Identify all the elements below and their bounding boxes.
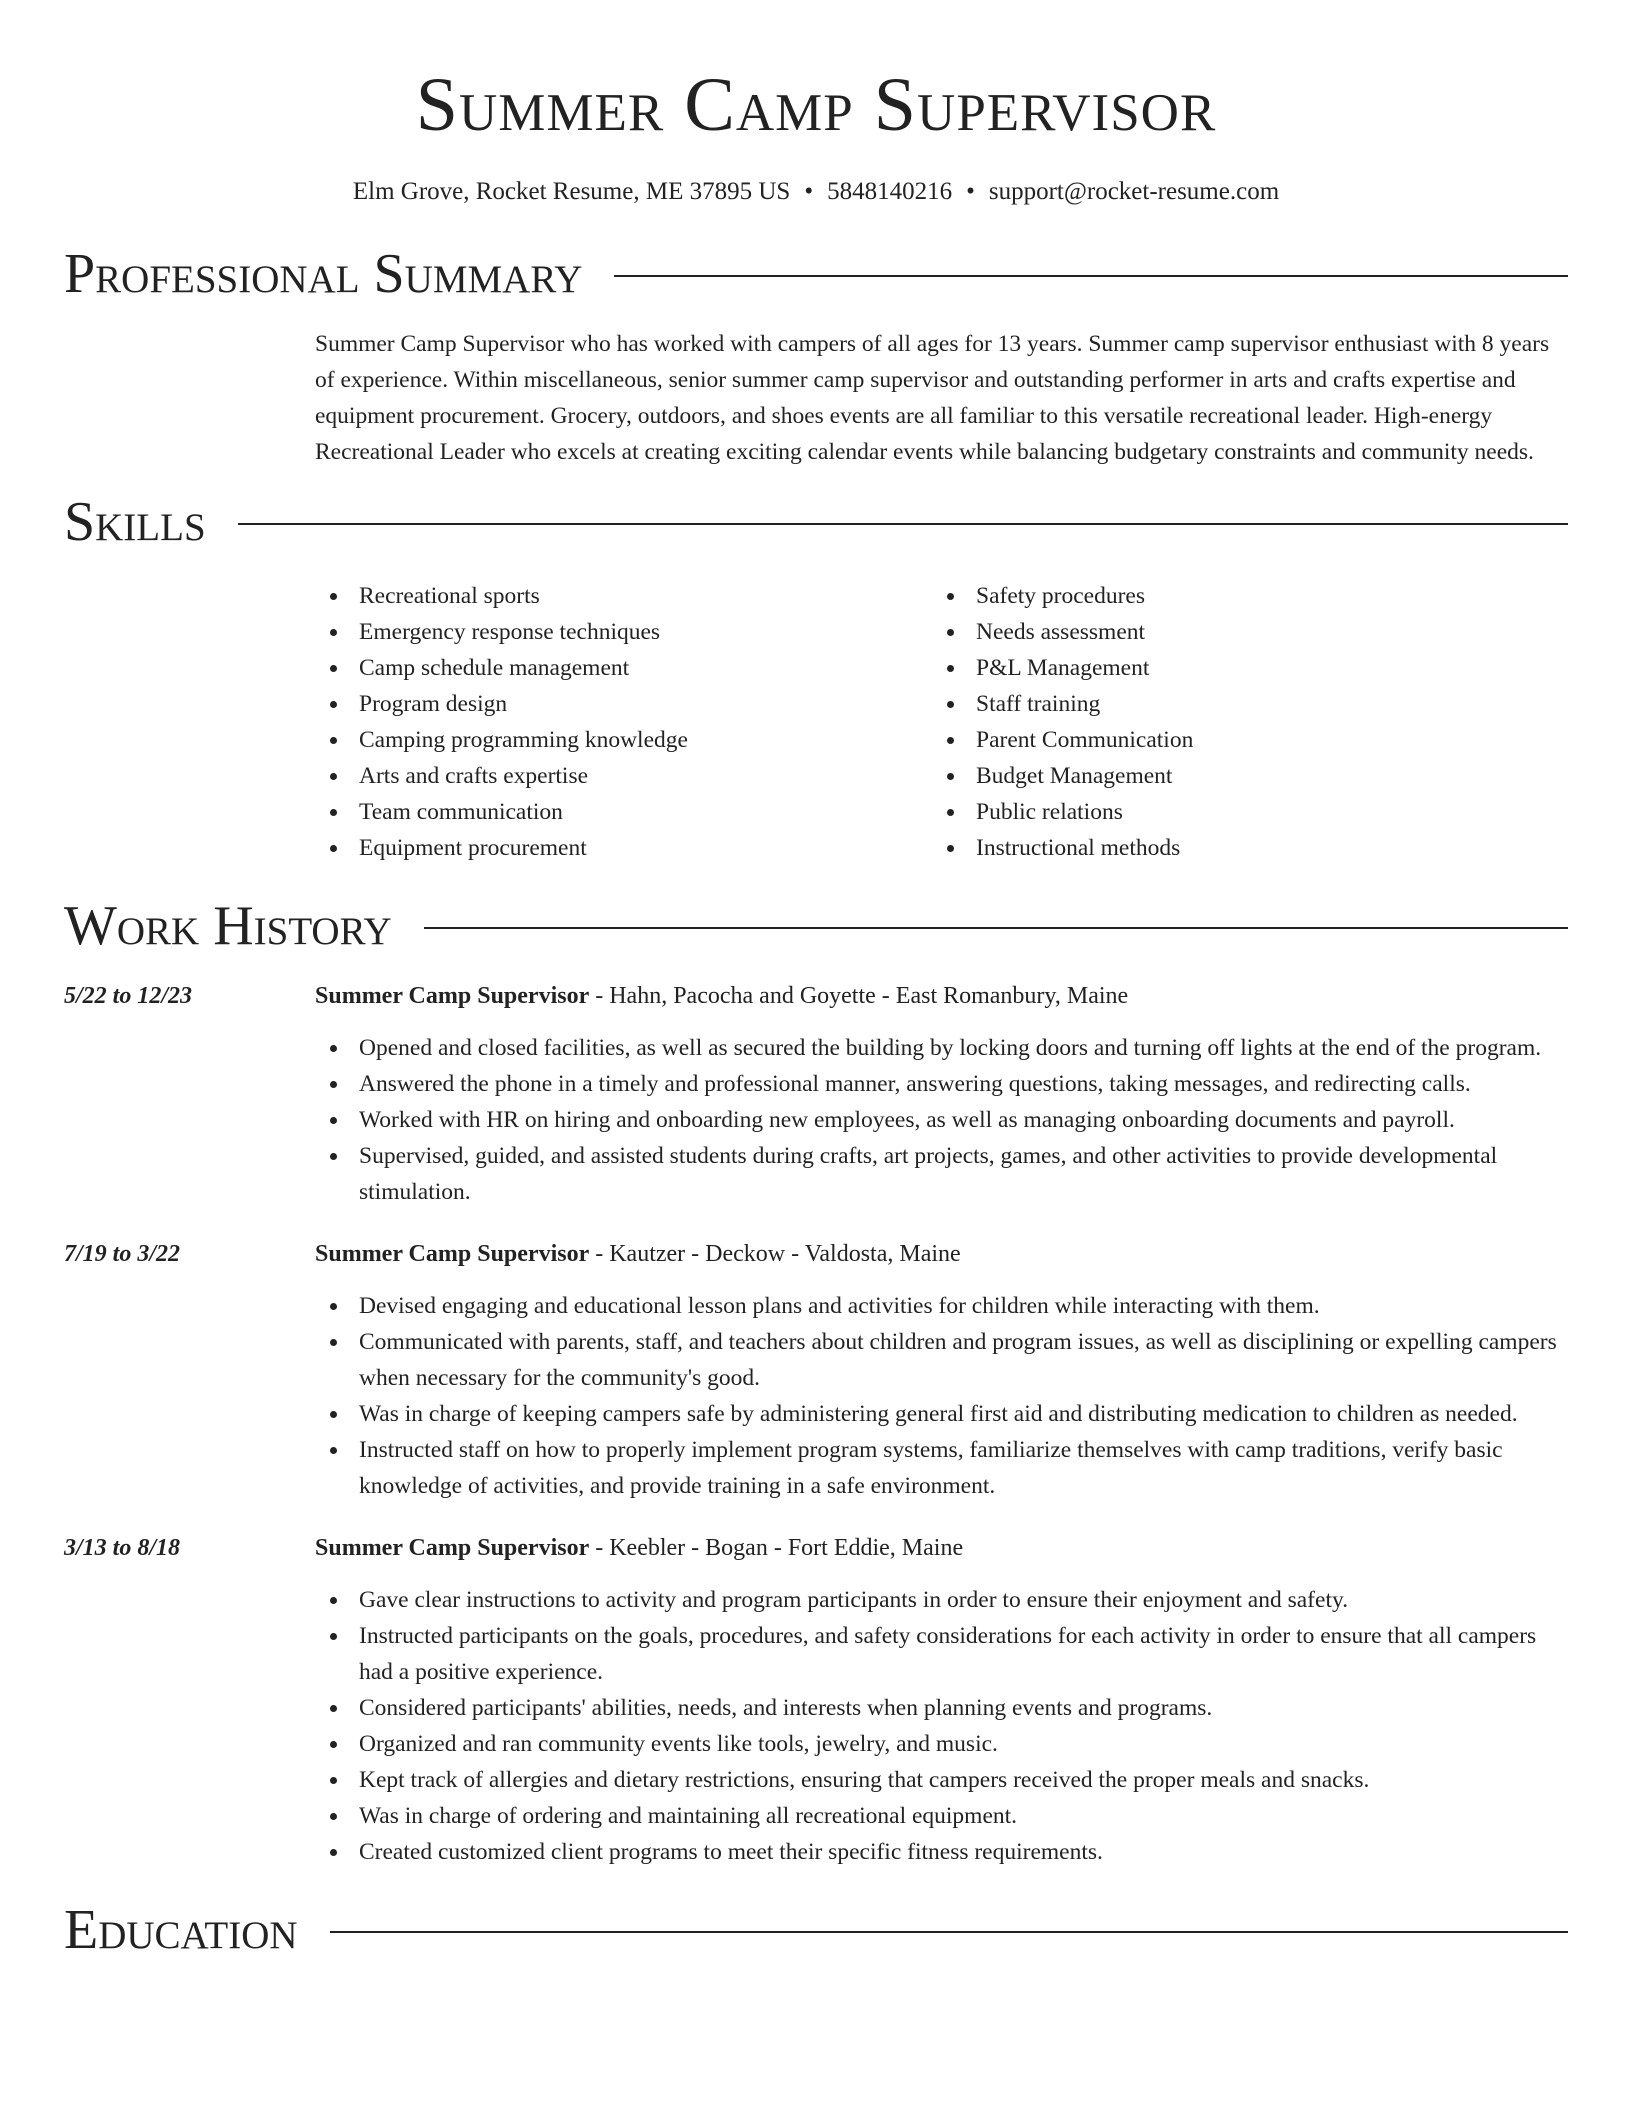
contact-email: support@rocket-resume.com: [988, 178, 1280, 205]
job-dates: 3/13 to 8/18: [64, 1535, 181, 1561]
job-bullets: [315, 1288, 1568, 1504]
skill-item: Safety procedures: [932, 578, 1549, 614]
section-divider: [330, 1931, 1568, 1933]
skill-item: Camping programming knowledge: [315, 722, 932, 758]
job-bullet: Supervised, guided, and assisted students during crafts, art projects, games, and other activities to provide developmental stimulation.: [315, 1138, 1568, 1210]
job-bullet: Instructed staff on how to properly implement program systems, familiarize themselves with camp traditions, verify basic knowledge of activities, and provide training in a safe environment.: [315, 1432, 1568, 1504]
contact-address: Elm Grove, Rocket Resume, ME 37895 US: [352, 178, 791, 205]
job-employer: - Hahn, Pacocha and Goyette - East Romanbury, Maine: [589, 983, 1129, 1009]
skill-item: Team communication: [315, 794, 932, 830]
job-bullet: Devised engaging and educational lesson plans and activities for children while interacting with them.: [315, 1288, 1568, 1324]
section-divider: [238, 523, 1568, 525]
skill-item: Camp schedule management: [315, 650, 932, 686]
section-title-work-history: Work History: [64, 895, 392, 957]
section-header-work-history: [64, 894, 1568, 958]
job-bullets: [315, 1030, 1568, 1210]
job-dates: 5/22 to 12/23: [64, 983, 193, 1009]
job-bullet: Considered participants' abilities, needs, and interests when planning events and programs.: [315, 1690, 1568, 1726]
job-title: Summer Camp Supervisor: [315, 983, 590, 1009]
job-employer: - Kautzer - Deckow - Valdosta, Maine: [589, 1241, 961, 1267]
job-entry: [64, 1236, 1568, 1504]
skill-item: Program design: [315, 686, 932, 722]
section-title-education: Education: [64, 1899, 298, 1961]
skill-item: Arts and crafts expertise: [315, 758, 932, 794]
section-title-summary: Professional Summary: [64, 243, 583, 305]
skill-item: Budget Management: [932, 758, 1549, 794]
resume-page: [64, 0, 1568, 1962]
contact-separator: •: [804, 178, 814, 205]
job-title: Summer Camp Supervisor: [315, 1535, 590, 1561]
skill-item: Instructional methods: [932, 830, 1549, 866]
job-bullet: Created customized client programs to meet their specific fitness requirements.: [315, 1834, 1568, 1870]
job-bullet: Answered the phone in a timely and professional manner, answering questions, taking messages, and redirecting calls.: [315, 1066, 1568, 1102]
job-body: [315, 1530, 1568, 1870]
skill-item: P&L Management: [932, 650, 1549, 686]
job-entry: [64, 978, 1568, 1210]
skill-item: Recreational sports: [315, 578, 932, 614]
section-header-summary: [64, 242, 1568, 306]
job-employer: - Keebler - Bogan - Fort Eddie, Maine: [589, 1535, 964, 1561]
job-heading: [315, 978, 1568, 1014]
summary-text: Summer Camp Supervisor who has worked with campers of all ages for 13 years. Summer camp supervisor enthusiast with 8 years of experience. Within miscellaneous, senior summer camp supervisor and outstanding performer in arts and crafts expertise and equipment procurement. Grocery, outdoors, and shoes events are all familiar to this versatile recreational leader. High-energy Recreational Leader who excels at creating exciting calendar events while balancing budgetary constraints and community needs.: [315, 331, 1550, 465]
skill-item: Equipment procurement: [315, 830, 932, 866]
skill-item: Needs assessment: [932, 614, 1549, 650]
job-bullet: Was in charge of keeping campers safe by administering general first aid and distributing medication to children as needed.: [315, 1396, 1568, 1432]
section-header-skills: [64, 490, 1568, 554]
job-heading: [315, 1530, 1568, 1566]
job-body: [315, 978, 1568, 1210]
skills-column-left: [315, 578, 932, 866]
job-bullet: Worked with HR on hiring and onboarding new employees, as well as managing onboarding documents and payroll.: [315, 1102, 1568, 1138]
job-bullet: Organized and ran community events like tools, jewelry, and music.: [315, 1726, 1568, 1762]
skill-item: Staff training: [932, 686, 1549, 722]
resume-name: Summer Camp Supervisor: [415, 63, 1217, 147]
job-body: [315, 1236, 1568, 1504]
section-divider: [614, 275, 1568, 277]
contact-line: [64, 176, 1568, 208]
contact-phone: 5848140216: [827, 178, 953, 205]
job-title: Summer Camp Supervisor: [315, 1241, 590, 1267]
job-bullet: Instructed participants on the goals, procedures, and safety considerations for each activity in order to ensure that all campers had a positive experience.: [315, 1618, 1568, 1690]
skill-item: Parent Communication: [932, 722, 1549, 758]
section-title-skills: Skills: [64, 491, 206, 553]
contact-separator: •: [966, 178, 975, 205]
section-divider: [424, 927, 1568, 929]
skill-item: Emergency response techniques: [315, 614, 932, 650]
job-bullet: Communicated with parents, staff, and teachers about children and program issues, as well as disciplining or expelling campers when necessary for the community's good.: [315, 1324, 1568, 1396]
job-heading: [315, 1236, 1568, 1272]
job-bullet: Gave clear instructions to activity and program participants in order to ensure their enjoyment and safety.: [315, 1582, 1568, 1618]
job-bullet: Kept track of allergies and dietary restrictions, ensuring that campers received the proper meals and snacks.: [315, 1762, 1568, 1798]
job-bullet: Was in charge of ordering and maintaining all recreational equipment.: [315, 1798, 1568, 1834]
job-dates: 7/19 to 3/22: [64, 1241, 181, 1267]
skill-item: Public relations: [932, 794, 1549, 830]
job-bullet: Opened and closed facilities, as well as secured the building by locking doors and turning off lights at the end of the program.: [315, 1030, 1568, 1066]
job-entry: [64, 1530, 1568, 1870]
skills-list: [315, 578, 1568, 866]
skills-column-right: [932, 578, 1549, 866]
section-header-education: [64, 1898, 1568, 1962]
job-bullets: [315, 1582, 1568, 1870]
